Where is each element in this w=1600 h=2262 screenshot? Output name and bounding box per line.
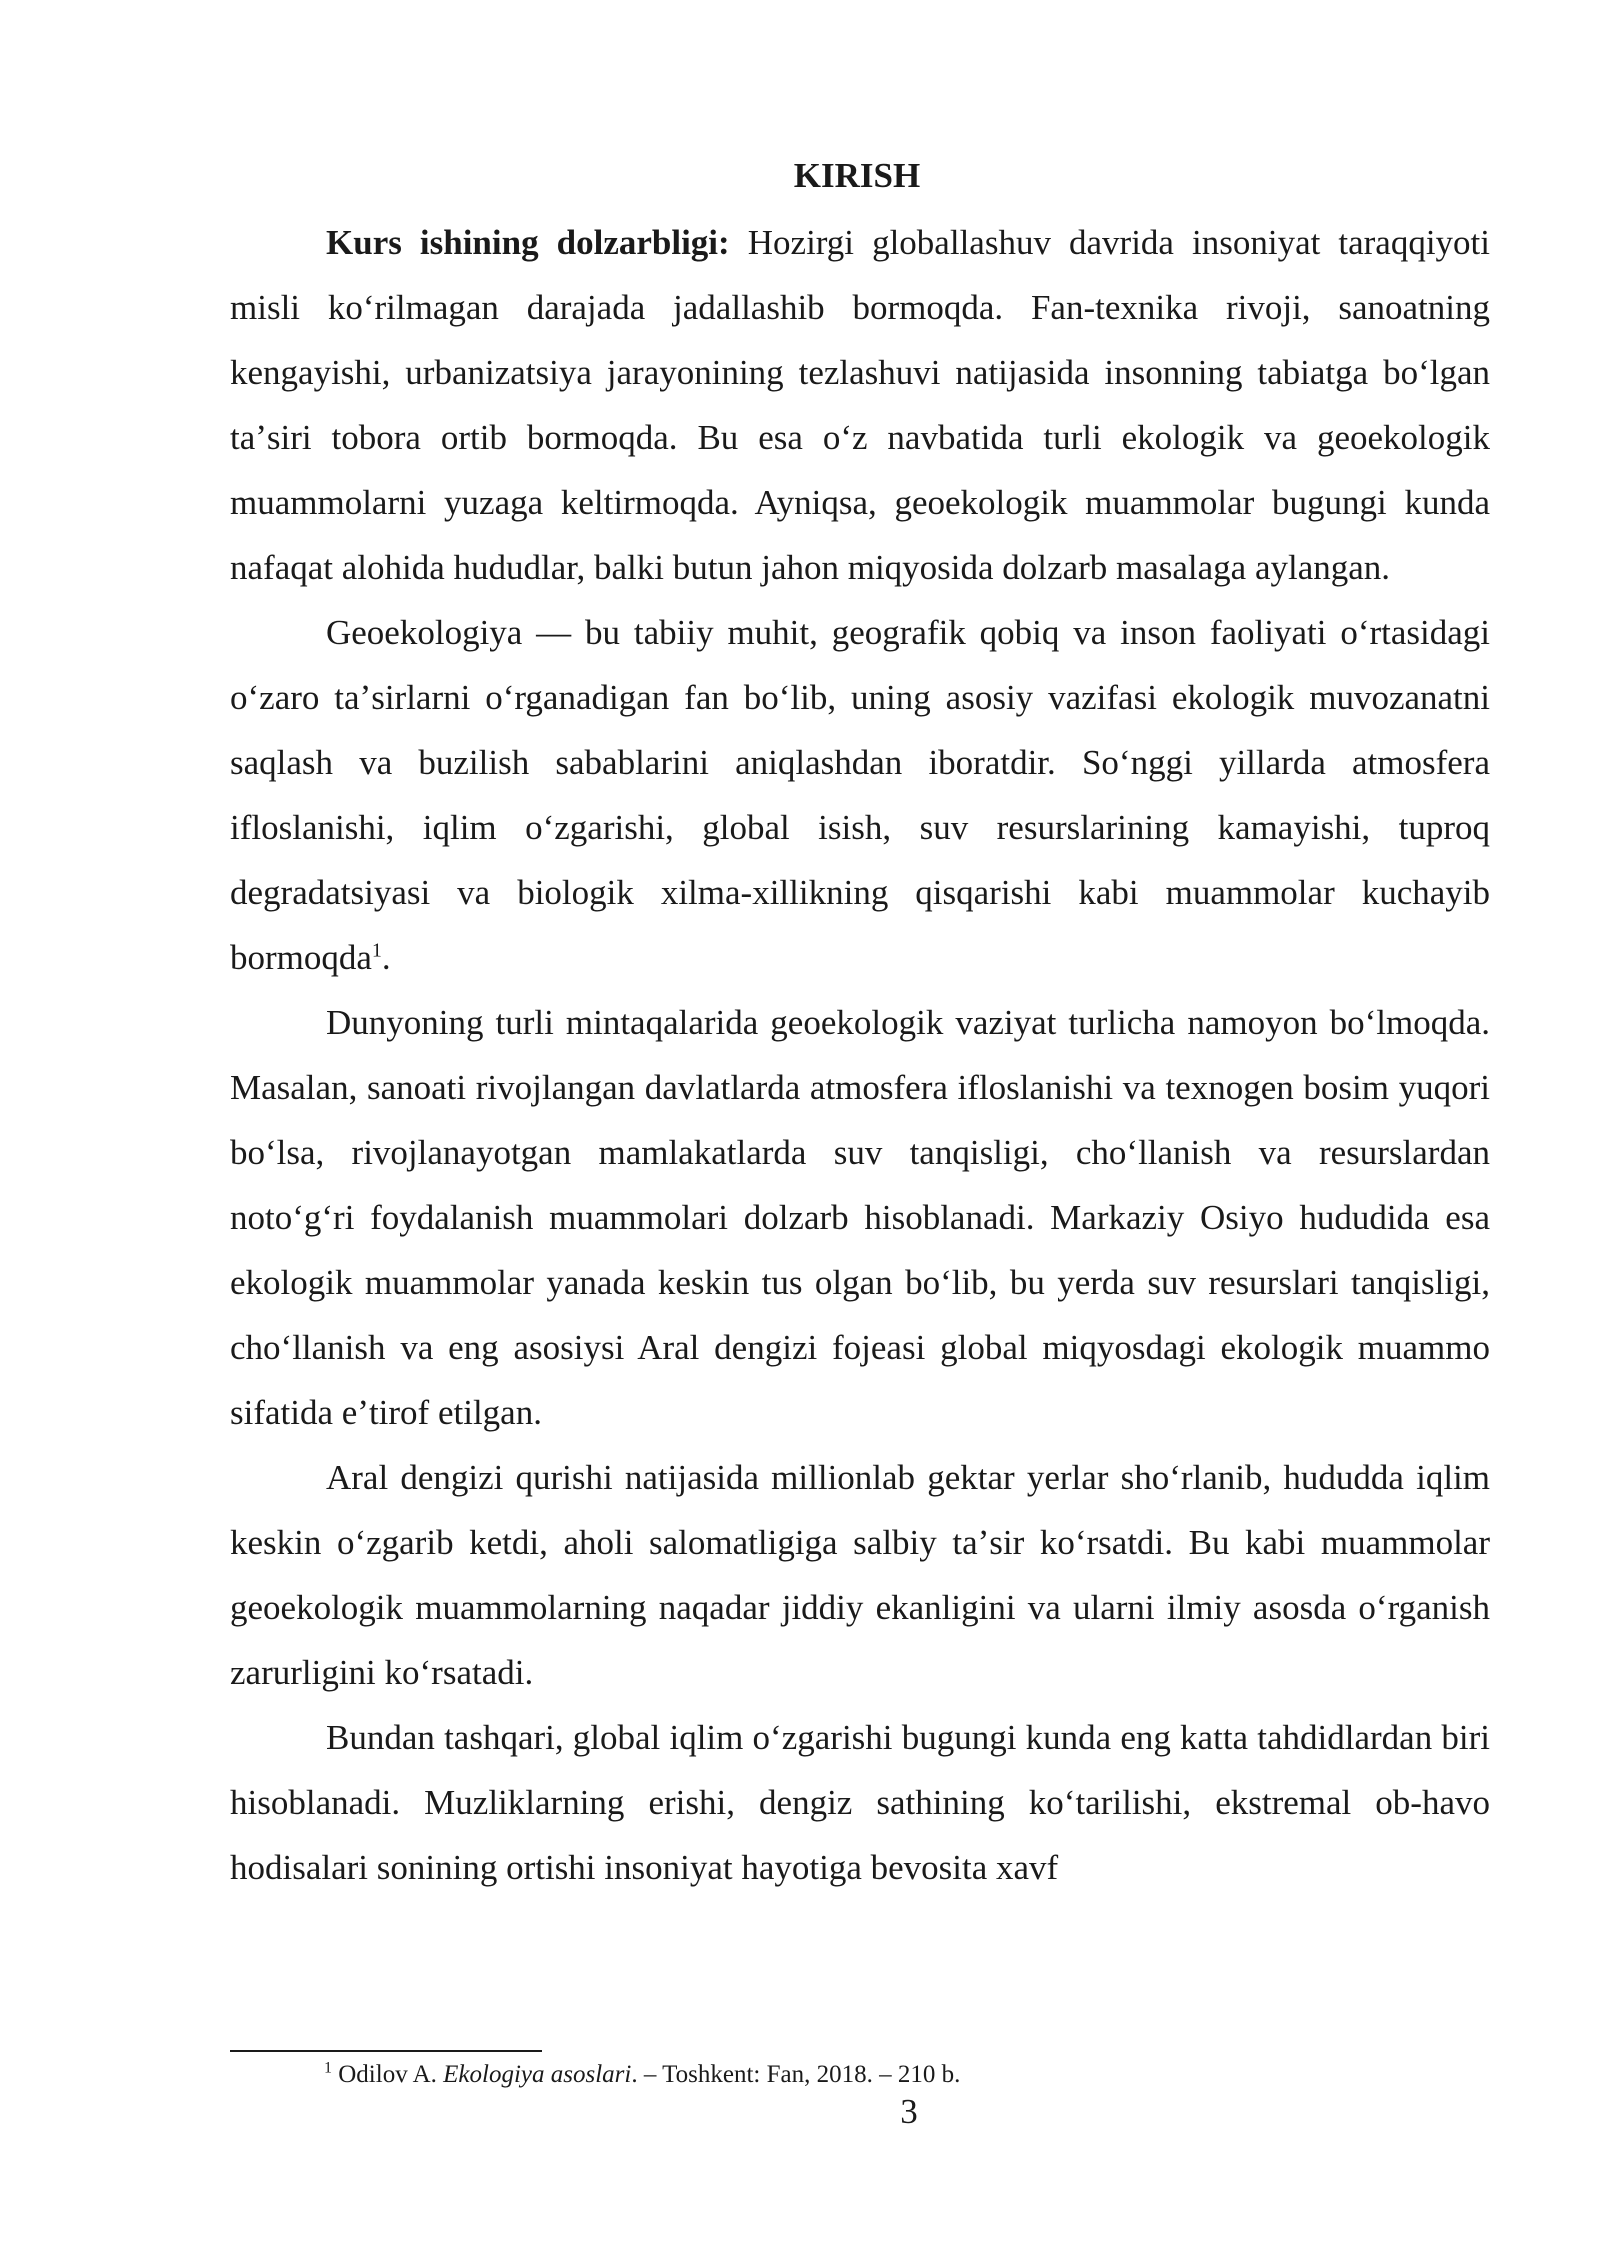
body-text: [230, 210, 1490, 1900]
paragraph-2: [230, 600, 1490, 990]
paragraph-1-text: Hozirgi globallashuv davrida insoniyat taraqqiyoti misli koʻrilmagan darajada jadallashib bormoqda. Fan-texnika rivoji, sanoatning kengayishi, urbanizatsiya jarayonining tezlashuvi natijasida insonning tabiatga boʻlgan taʼsiri tobora ortib bormoqda. Bu esa oʻz navbatida turli ekologik va geoekologik muammolarni yuzaga keltirmoqda. Ayniqsa, geoekologik muammolar bugungi kunda nafaqat alohida hududlar, balki butun jahon miqyosida dolzarb masalaga aylangan.: [230, 223, 1491, 587]
paragraph-5-text: Bundan tashqari, global iqlim oʻzgarishi bugungi kunda eng katta tahdidlardan biri hisoblanadi. Muzliklarning erishi, dengiz sathining koʻtarilishi, ekstremal ob-havo hodisalari sonining ortishi insoniyat hayotiga bevosita xavf: [230, 1718, 1490, 1887]
footnote-reference[interactable]: 1: [371, 939, 382, 962]
footnote-number: 1: [324, 2059, 332, 2077]
page-number: 3: [900, 2092, 918, 2131]
paragraph-2-text: Geoekologiya — bu tabiiy muhit, geografik qobiq va inson faoliyati oʻrtasidagi oʻzaro taʼsirlarni oʻrganadigan fan boʻlib, uning asosiy vazifasi ekologik muvozanatni saqlash va buzilish sabablarini aniqlashdan iboratdir. Soʻnggi yillarda atmosfera ifloslanishi, iqlim oʻzgarishi, global isish, suv resurslarining kamayishi, tuproq degradatsiyasi va biologik xilma-xillikning qisqarishi kabi muammolar kuchayib bormoqda: [230, 613, 1490, 977]
section-heading: KIRISH: [793, 156, 921, 195]
footnote-author: Odilov A.: [332, 2061, 444, 2088]
paragraph-4-text: Aral dengizi qurishi natijasida millionlab gektar yerlar shoʻrlanib, hududda iqlim keskin oʻzgarib ketdi, aholi salomatligiga salbiy taʼsir koʻrsatdi. Bu kabi muammolar geoekologik muammolarning naqadar jiddiy ekanligini va ularni ilmiy asosda oʻrganish zarurligini koʻrsatadi.: [230, 1458, 1490, 1692]
paragraph-3-text: Dunyoning turli mintaqalarida geoekologik vaziyat turlicha namoyon boʻlmoqda. Masalan, sanoati rivojlangan davlatlarda atmosfera ifloslanishi va texnogen bosim yuqori boʻlsa, rivojlanayotgan mamlakatlarda suv tanqisligi, choʻllanish va resurslardan notoʻgʻri foydalanish muammolari dolzarb hisoblanadi. Markaziy Osiyo hududida esa ekologik muammolar yanada keskin tus olgan boʻlib, bu yerda suv resurslari tanqisligi, choʻllanish va eng asosiysi Aral dengizi fojeasi global miqyosdagi ekologik muammo sifatida eʼtirof etilgan.: [230, 1003, 1490, 1432]
paragraph-4: [230, 1445, 1490, 1705]
paragraph-1: [230, 210, 1490, 600]
footnote: [324, 2058, 960, 2092]
paragraph-3: [230, 990, 1490, 1445]
paragraph-5: [230, 1705, 1490, 1900]
footnote-separator: [230, 2050, 542, 2052]
footnote-title: Ekologiya asoslari: [443, 2061, 632, 2088]
paragraph-2-end: .: [381, 938, 391, 977]
paragraph-lead: Kurs ishining dolzarbligi:: [326, 223, 730, 262]
footnote-details: . – Toshkent: Fan, 2018. – 210 b.: [631, 2061, 961, 2088]
